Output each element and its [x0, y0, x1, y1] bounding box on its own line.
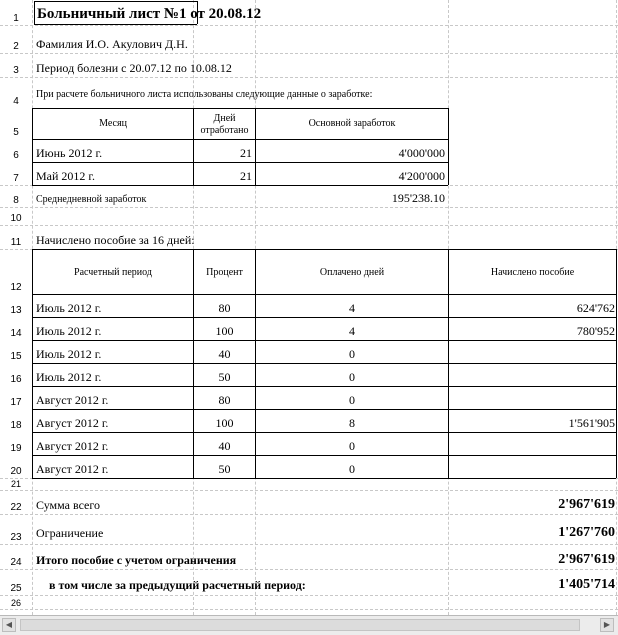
benefit-percent[interactable]: 40: [218, 347, 231, 361]
accrued-days-line[interactable]: Начислено пособие за 16 дней:: [36, 233, 195, 247]
benefit-percent[interactable]: 50: [218, 370, 231, 384]
row-header[interactable]: 4: [0, 77, 32, 108]
row-header[interactable]: 1: [0, 0, 32, 25]
header-month[interactable]: Месяц: [99, 118, 127, 129]
benefit-percent[interactable]: 40: [218, 439, 231, 453]
benefit-amount[interactable]: [449, 386, 616, 409]
sheet-title[interactable]: Больничный лист №1 от 20.08.12: [37, 6, 262, 22]
benefit-days[interactable]: 0: [349, 393, 355, 407]
benefit-percent[interactable]: 50: [218, 462, 231, 476]
header-days-paid[interactable]: Оплачено дней: [319, 267, 385, 278]
row-header[interactable]: 14: [0, 317, 32, 340]
benefit-period[interactable]: Август 2012 г.: [36, 439, 109, 453]
benefit-amount[interactable]: 624'762: [576, 301, 615, 315]
row-header[interactable]: 25: [0, 569, 32, 595]
benefit-amount[interactable]: 1'561'905: [568, 416, 615, 430]
total-with-limit-value[interactable]: 2'967'619: [558, 552, 615, 567]
row-header[interactable]: 19: [0, 432, 32, 455]
benefit-days[interactable]: 8: [349, 416, 355, 430]
horizontal-scrollbar[interactable]: [0, 615, 618, 635]
benefit-period[interactable]: Июль 2012 г.: [36, 347, 102, 361]
previous-period-label[interactable]: в том числе за предыдущий расчетный период:: [49, 578, 306, 592]
previous-period-value[interactable]: 1'405'714: [558, 577, 615, 592]
benefit-amount[interactable]: [449, 432, 616, 455]
row-header[interactable]: 22: [0, 490, 32, 514]
header-period[interactable]: Расчетный период: [74, 267, 152, 278]
earnings-month[interactable]: Май 2012 г.: [36, 169, 95, 183]
employee-name[interactable]: Фамилия И.О. Акулович Д.Н.: [36, 37, 188, 51]
header-base-salary[interactable]: Основной заработок: [308, 118, 396, 129]
row-header[interactable]: 18: [0, 409, 32, 432]
benefit-amount[interactable]: 780'952: [576, 324, 615, 338]
benefit-days[interactable]: 0: [349, 462, 355, 476]
sum-total-value[interactable]: 2'967'619: [558, 497, 615, 512]
benefit-period[interactable]: Август 2012 г.: [36, 416, 109, 430]
row-header[interactable]: 21: [0, 478, 32, 490]
row-header[interactable]: 10: [0, 207, 32, 225]
row-header[interactable]: 6: [0, 139, 32, 162]
header-percent[interactable]: Процент: [206, 267, 243, 278]
scrollbar-thumb[interactable]: [20, 619, 580, 631]
limit-value[interactable]: 1'267'760: [558, 525, 615, 540]
benefit-percent[interactable]: 80: [218, 301, 231, 315]
row-header[interactable]: 20: [0, 455, 32, 478]
row-header[interactable]: 13: [0, 294, 32, 317]
row-header[interactable]: 24: [0, 544, 32, 569]
earnings-month[interactable]: Июнь 2012 г.: [36, 146, 103, 160]
row-header[interactable]: 15: [0, 340, 32, 363]
benefit-period[interactable]: Август 2012 г.: [36, 393, 109, 407]
benefit-percent[interactable]: 80: [218, 393, 231, 407]
earnings-days[interactable]: 21: [240, 146, 252, 160]
row-header[interactable]: 8: [0, 185, 32, 207]
benefit-days[interactable]: 0: [349, 347, 355, 361]
benefit-period[interactable]: Июль 2012 г.: [36, 301, 102, 315]
sum-total-label[interactable]: Сумма всего: [36, 498, 100, 512]
benefit-days[interactable]: 0: [349, 370, 355, 384]
arrow-left-icon[interactable]: ◀: [2, 618, 16, 632]
benefit-amount[interactable]: [449, 455, 616, 478]
limit-label[interactable]: Ограничение: [36, 526, 104, 540]
row-header[interactable]: 17: [0, 386, 32, 409]
benefit-period[interactable]: Июль 2012 г.: [36, 324, 102, 338]
sick-period[interactable]: Период болезни с 20.07.12 по 10.08.12: [36, 61, 232, 75]
avg-daily-label[interactable]: Среднедневной заработок: [36, 194, 147, 205]
row-header[interactable]: 23: [0, 514, 32, 544]
total-with-limit-label[interactable]: Итого пособие с учетом ограничения: [36, 553, 237, 567]
earnings-salary[interactable]: 4'200'000: [398, 169, 445, 183]
earnings-salary[interactable]: 4'000'000: [398, 146, 445, 160]
benefit-period[interactable]: Июль 2012 г.: [36, 370, 102, 384]
benefit-percent[interactable]: 100: [215, 416, 234, 430]
header-benefit[interactable]: Начислено пособие: [490, 267, 575, 278]
benefit-days[interactable]: 4: [349, 324, 355, 338]
row-header[interactable]: 26: [0, 595, 32, 609]
header-days-worked[interactable]: Дней отработано: [200, 113, 249, 136]
earnings-days[interactable]: 21: [240, 169, 252, 183]
benefit-amount[interactable]: [449, 340, 616, 363]
row-header[interactable]: 16: [0, 363, 32, 386]
benefit-period[interactable]: Август 2012 г.: [36, 462, 109, 476]
arrow-right-icon[interactable]: ▶: [600, 618, 614, 632]
row-header[interactable]: 7: [0, 162, 32, 185]
avg-daily-value[interactable]: 195'238.10: [391, 191, 445, 205]
row-header[interactable]: 2: [0, 25, 32, 53]
row-header[interactable]: 12: [0, 249, 32, 294]
benefit-amount[interactable]: [449, 363, 616, 386]
earnings-intro[interactable]: При расчете больничного листа использованы следующие данные о заработке:: [36, 89, 373, 100]
row-header[interactable]: 5: [0, 108, 32, 139]
benefit-days[interactable]: 4: [349, 301, 355, 315]
row-header[interactable]: 3: [0, 53, 32, 77]
benefit-percent[interactable]: 100: [215, 324, 234, 338]
row-header[interactable]: 11: [0, 225, 32, 249]
benefit-days[interactable]: 0: [349, 439, 355, 453]
